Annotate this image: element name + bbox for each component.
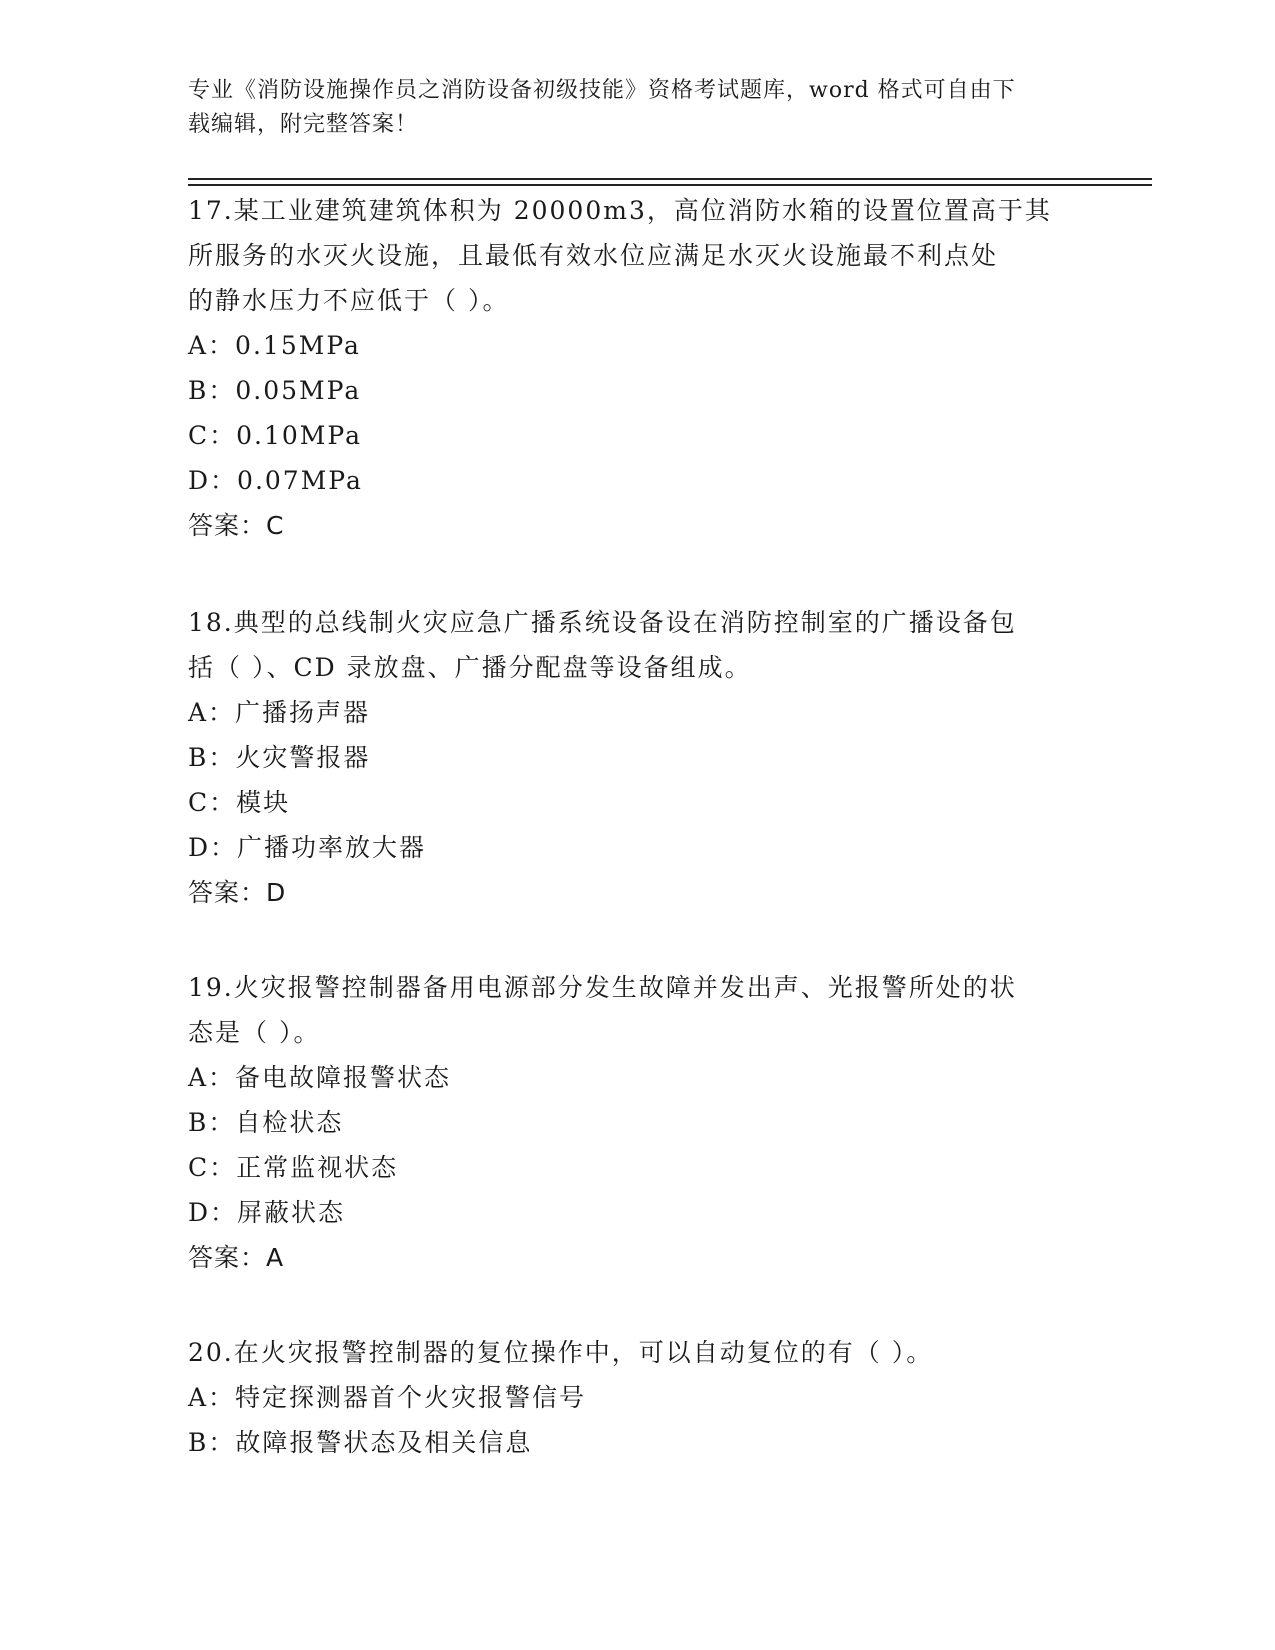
option-c: C：0.10MPa bbox=[188, 421, 362, 450]
question-18 bbox=[188, 600, 1088, 916]
option-b: B：故障报警状态及相关信息 bbox=[188, 1428, 533, 1457]
option-b: B：自检状态 bbox=[188, 1108, 344, 1137]
header-divider-bottom bbox=[188, 184, 1152, 186]
option-a: A：广播扬声器 bbox=[188, 698, 371, 727]
option-d: D：广播功率放大器 bbox=[188, 833, 427, 862]
question-stem-line: 18.典型的总线制火灾应急广播系统设备设在消防控制室的广播设备包 bbox=[188, 608, 1017, 637]
answer-line: 答案：D bbox=[188, 878, 287, 907]
question-stem-line: 19.火灾报警控制器备用电源部分发生故障并发出声、光报警所处的状 bbox=[188, 973, 1017, 1002]
option-b: B：0.05MPa bbox=[188, 376, 362, 405]
answer-line: 答案：A bbox=[188, 1243, 285, 1272]
question-stem-line: 17.某工业建筑建筑体积为 20000m3，高位消防水箱的设置位置高于其 bbox=[188, 196, 1052, 225]
document-header bbox=[188, 74, 1068, 142]
header-line-1: 专业《消防设施操作员之消防设备初级技能》资格考试题库，word 格式可自由下 bbox=[188, 78, 1016, 103]
question-stem-line: 的静水压力不应低于（ ）。 bbox=[188, 286, 510, 315]
option-d: D：0.07MPa bbox=[188, 466, 363, 495]
question-stem-line: 20.在火灾报警控制器的复位操作中，可以自动复位的有（ ）。 bbox=[188, 1338, 934, 1367]
question-17 bbox=[188, 188, 1088, 549]
option-b: B：火灾警报器 bbox=[188, 743, 371, 772]
header-line-2: 载编辑，附完整答案！ bbox=[188, 112, 419, 137]
question-stem-line: 所服务的水灭火设施，且最低有效水位应满足水灭火设施最不利点处 bbox=[188, 241, 999, 270]
option-a: A：特定探测器首个火灾报警信号 bbox=[188, 1383, 587, 1412]
option-a: A：备电故障报警状态 bbox=[188, 1063, 452, 1092]
question-20 bbox=[188, 1330, 1088, 1465]
option-d: D：屏蔽状态 bbox=[188, 1198, 346, 1227]
question-stem-line: 态是（ ）。 bbox=[188, 1018, 321, 1047]
question-stem-line: 括（ ）、CD 录放盘、广播分配盘等设备组成。 bbox=[188, 653, 752, 682]
header-divider-top bbox=[188, 178, 1152, 180]
option-c: C：模块 bbox=[188, 788, 291, 817]
option-c: C：正常监视状态 bbox=[188, 1153, 399, 1182]
answer-line: 答案：C bbox=[188, 511, 285, 540]
question-19 bbox=[188, 965, 1088, 1281]
option-a: A：0.15MPa bbox=[188, 331, 361, 360]
